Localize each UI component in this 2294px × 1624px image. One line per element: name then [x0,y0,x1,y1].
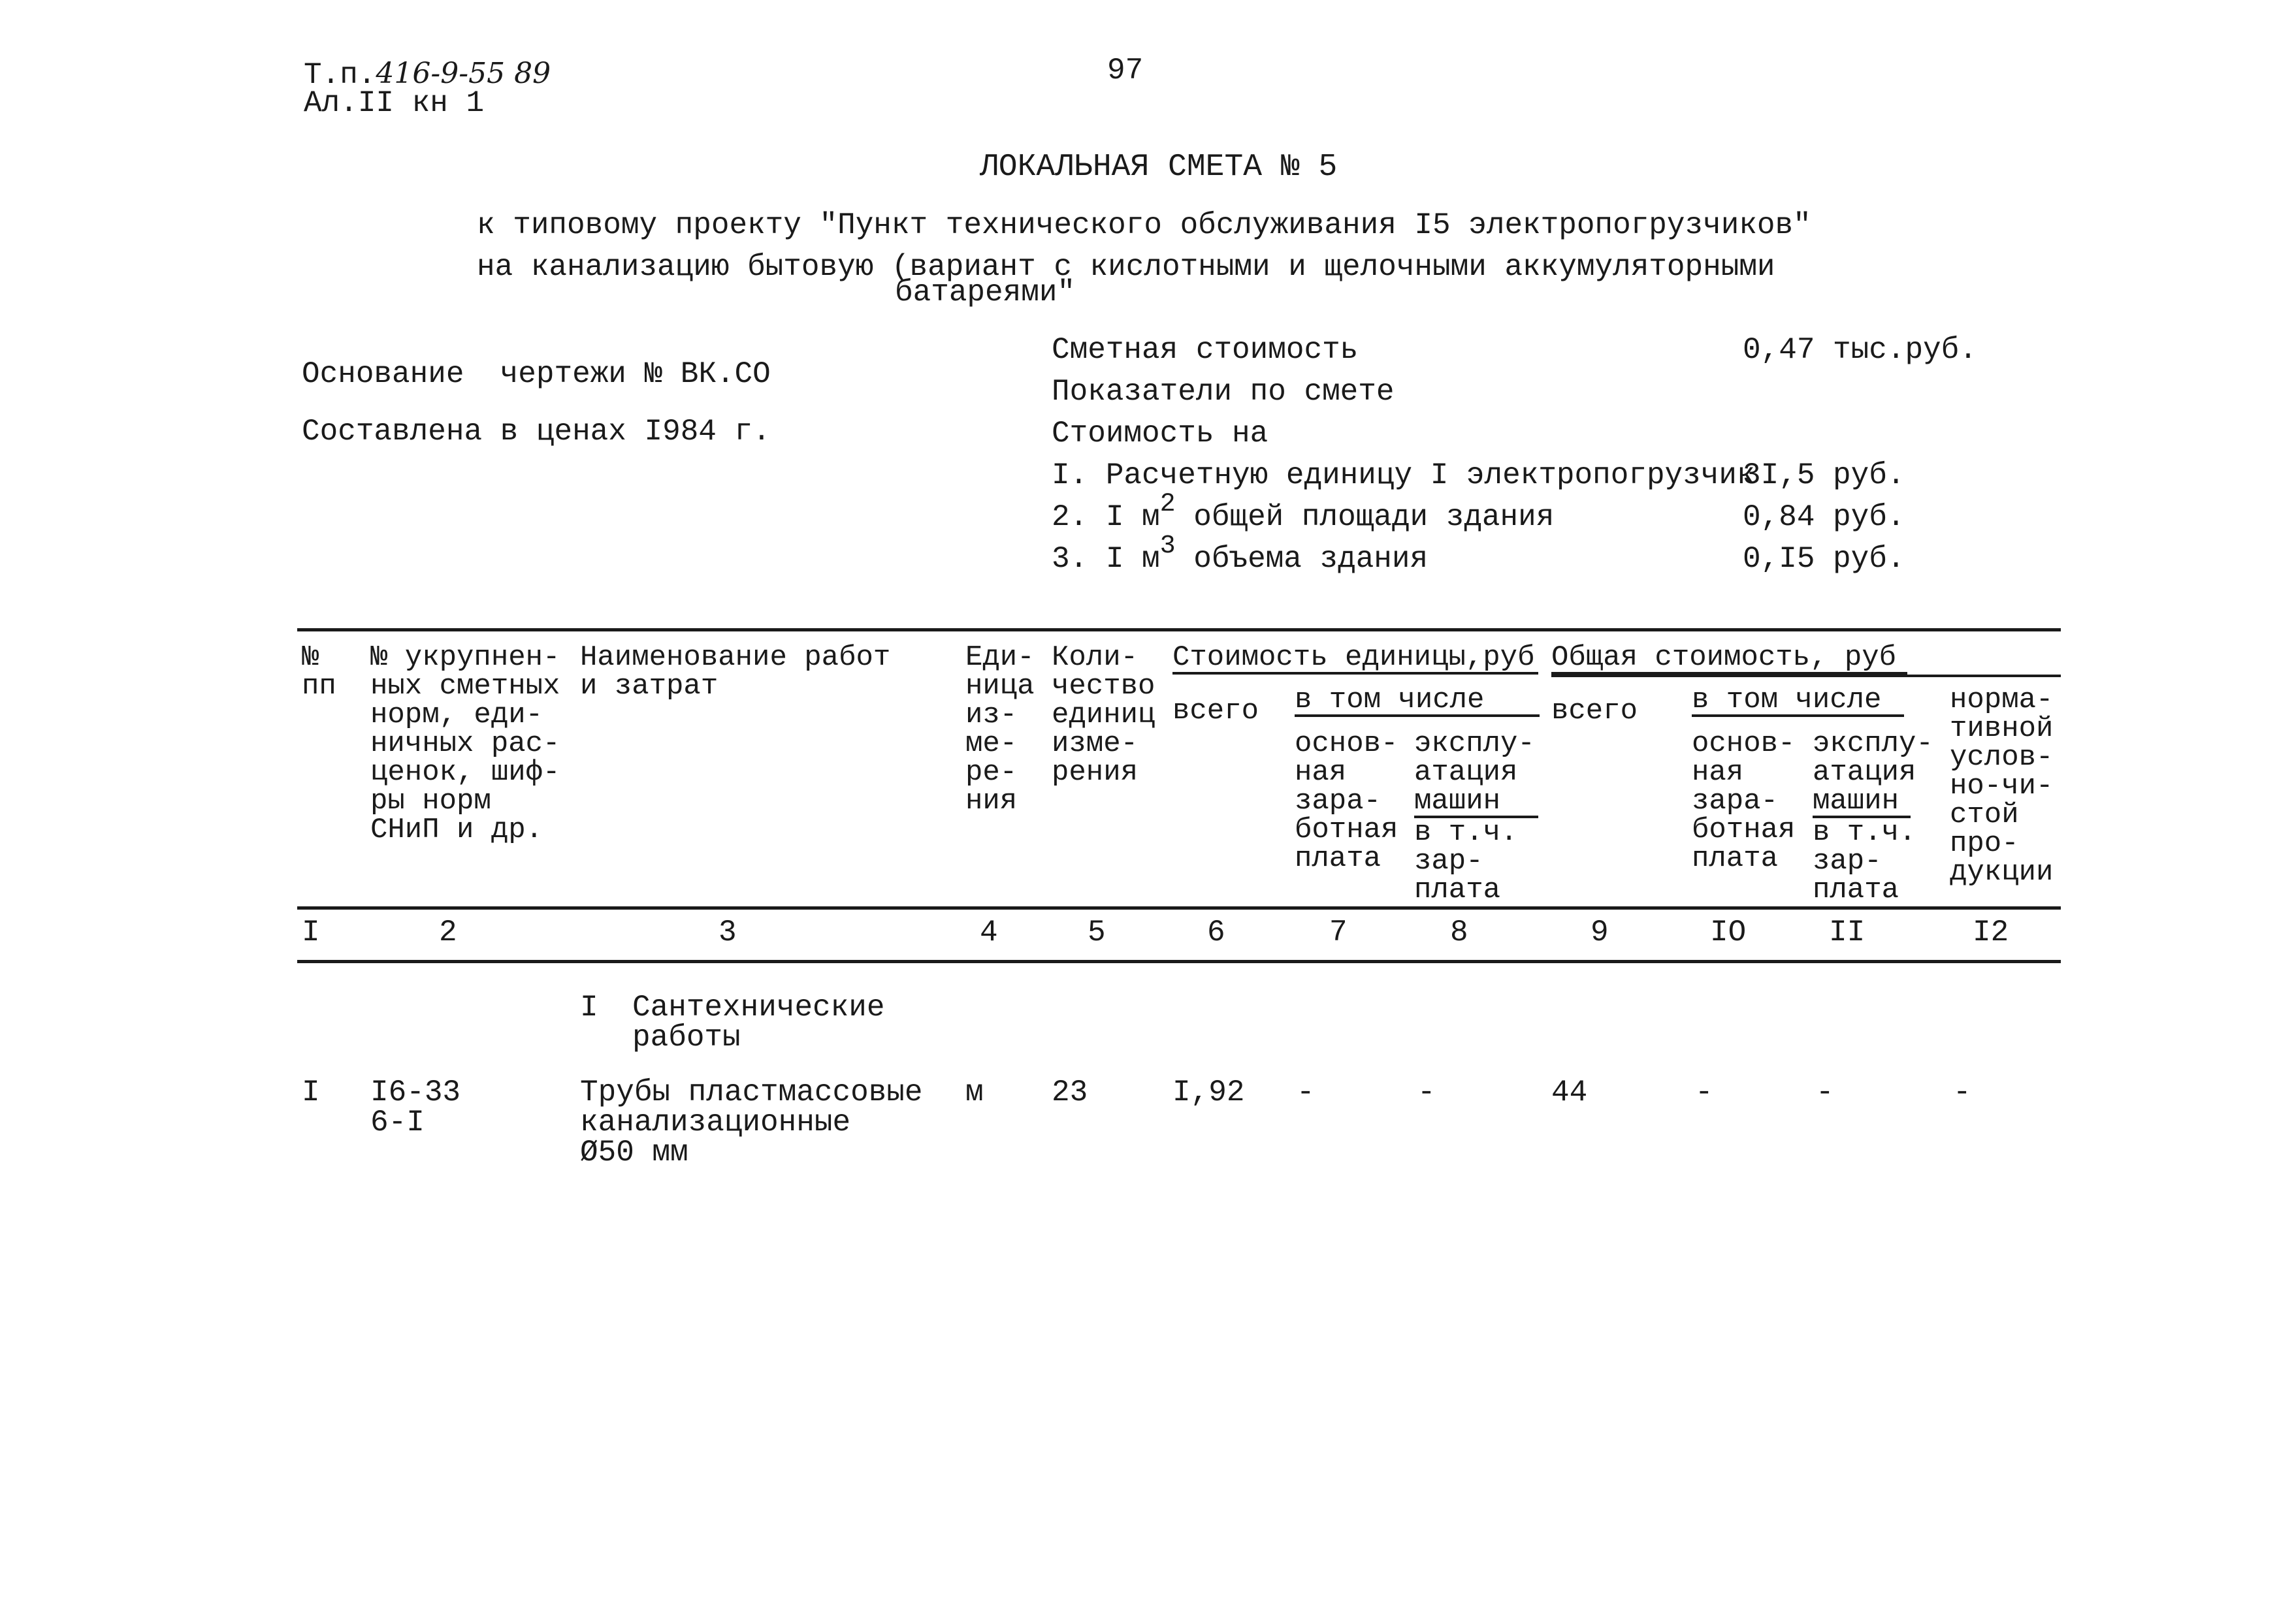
album-prefix: Ал.II [304,86,395,120]
row-1-unit-machines: - [1417,1075,1436,1109]
header-col-7: основ- ная зара- ботная плата [1295,727,1398,875]
indicator-1 [1052,460,1755,490]
cost-per-label: Стоимость на [1052,417,1268,451]
indicator-1-value: 3I,5 руб. [1743,458,1905,492]
doc-code-line-1 [304,59,551,90]
column-number-10: IO [1710,915,1747,949]
indicator-3-label: 3. I м [1052,542,1160,576]
column-number-5: 5 [1088,915,1106,949]
header-col-5: Коли- чество единиц изме- рения [1052,641,1155,789]
column-number-3: 3 [719,915,737,949]
row-1-normative: - [1953,1075,1971,1109]
header-unit-cost-group: Стоимость единицы,руб [1172,643,1538,675]
book-number: кн 1 [412,86,485,120]
indicator-2-sup: 2 [1159,490,1176,519]
row-1-unit: м [965,1075,984,1109]
row-1-total: 44 [1551,1075,1588,1109]
indicators-label: Показатели по смете [1052,375,1395,409]
subtitle-line-2: на канализацию бытовую (вариант с кислотными и щелочными аккумуляторными [477,250,1775,284]
indicator-3-value: 0,I5 руб. [1743,542,1905,576]
basis-value: чертежи № ВК.СО [500,357,771,391]
header-col-9: всего [1551,695,1638,727]
indicator-2-after: общей площади здания [1175,500,1555,534]
column-number-6: 6 [1207,915,1225,949]
column-number-12: I2 [1973,915,2009,949]
estimated-cost-value: 0,47 тыс.руб. [1743,333,1977,367]
doc-code-line-2 [304,88,484,118]
row-1-total-machines: - [1816,1075,1834,1109]
page-title: ЛОКАЛЬНАЯ СМЕТА № 5 [980,150,1338,185]
indicator-2-label: 2. I м [1052,500,1160,534]
subtitle-line-1: к типовому проекту "Пункт технического обслуживания I5 электропогрузчиков" [477,208,1811,242]
column-number-1: I [302,915,320,949]
header-bottom-rule [297,906,2061,910]
doc-code-handwritten: 416-9-55 89 [376,57,551,90]
prices-year: Составлена в ценах I984 г. [302,415,771,449]
header-col-6: всего [1172,695,1259,727]
column-number-7: 7 [1329,915,1348,949]
header-total-cost-group: Общая стоимость, руб [1551,643,1907,675]
column-number-4: 4 [980,915,998,949]
header-col-1: № пп [302,641,336,703]
header-including-1: в том числе [1295,686,1540,717]
column-number-11: II [1829,915,1866,949]
table-top-rule [297,628,2061,631]
row-1-total-wage: - [1695,1075,1713,1109]
indicator-3-sup: 3 [1159,532,1176,561]
header-col-12: норма- тивной услов- но-чи- стой про- дукции [1950,684,2054,889]
indicator-3 [1052,532,1429,576]
numbers-bottom-rule [297,960,2061,963]
column-number-2: 2 [439,915,457,949]
header-col-2: № укрупнен- ных сметных норм, еди- ничных рас- ценок, шиф- ры норм СНиП и др. [370,641,560,846]
header-col-3: Наименование работ и затрат [580,641,891,703]
header-including-2: в том числе [1692,686,1904,717]
row-1-no: I [302,1075,320,1109]
row-1-unit-total: I,92 [1172,1075,1245,1109]
header-col-4: Еди- ница из- ме- ре- ния [965,641,1035,818]
section-number: I [580,991,598,1025]
row-1-qty: 23 [1052,1075,1088,1109]
header-col-10: основ- ная зара- ботная плата [1692,727,1796,875]
page-number: 97 [1107,54,1144,88]
indicator-3-after: объема здания [1175,542,1429,576]
row-1-code: I6-33 6-I [370,1075,461,1139]
column-number-8: 8 [1450,915,1468,949]
section-title: Сантехнические работы [632,991,885,1055]
row-1-name: Трубы пластмассовые канализационные Ø50 мм [580,1075,923,1170]
subtitle-line-3: батареями" [895,276,1076,310]
column-number-9: 9 [1591,915,1609,949]
header-col-11: эксплу- атация машин в т.ч. зар- плата [1813,727,1933,906]
basis-label: Основание [302,357,464,391]
indicator-2 [1052,490,1555,534]
estimated-cost-label: Сметная стоимость [1052,333,1359,367]
indicator-1-label: I. Расчетную единицу I электропогрузчик [1052,458,1755,492]
basis-line [302,359,771,389]
header-col-8: эксплу- атация машин в т.ч. зар- плата [1414,729,1538,904]
row-1-unit-wage: - [1297,1075,1315,1109]
indicator-2-value: 0,84 руб. [1743,500,1905,534]
doc-code-prefix: Т.п. [304,58,376,92]
total-cost-group-rule [1551,675,2061,677]
